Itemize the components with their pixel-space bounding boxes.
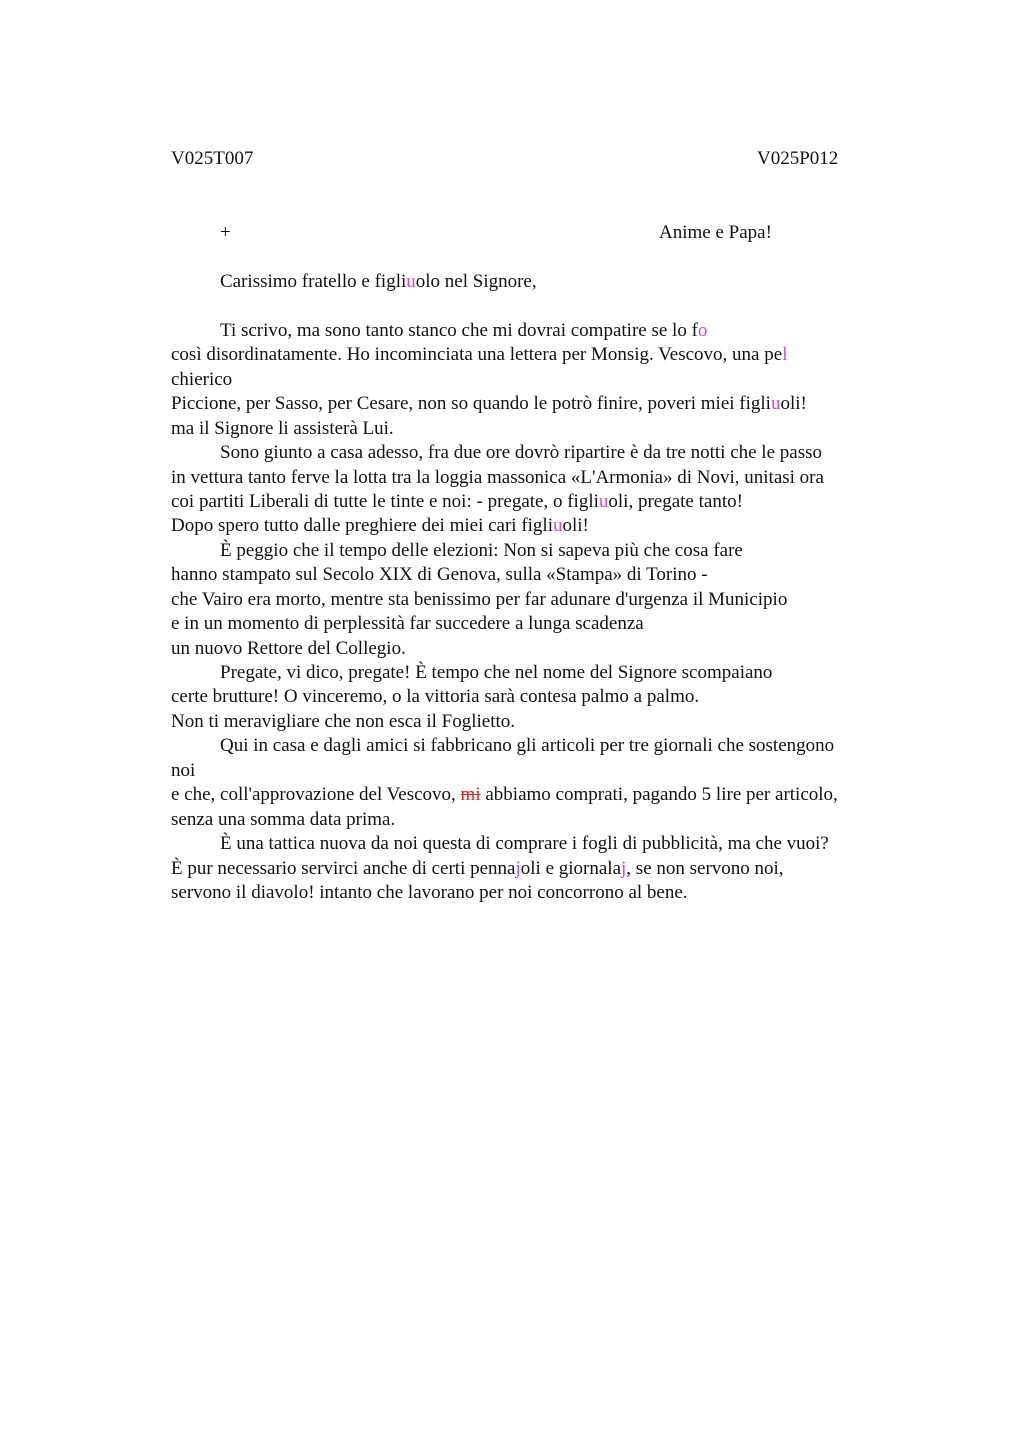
letter-line: coi partiti Liberali di tutte le tinte e noi: - pregate, o figliuoli, pregate tanto!: [171, 490, 743, 512]
correction-mark: l: [782, 344, 788, 366]
cross-mark: +: [220, 222, 231, 243]
deleted-word: mi: [460, 784, 481, 806]
motto: Anime e Papa!: [659, 222, 772, 243]
letter-line: Pregate, vi dico, pregate! È tempo che nel nome del Signore scompaiano: [220, 662, 773, 683]
paragraph-gap: [171, 294, 911, 318]
correction-mark: u: [598, 490, 609, 512]
document-code-right: V025P012: [757, 148, 839, 169]
correction-mark: u: [406, 271, 416, 292]
correction-mark: u: [770, 393, 781, 415]
letter-line: Ti scrivo, ma sono tanto stanco che mi dovrai compatire se lo fo: [220, 319, 708, 341]
letter-line: e in un momento di perplessità far succedere a lunga scadenza: [171, 613, 644, 635]
correction-mark: u: [553, 515, 563, 537]
letter-line: senza una somma data prima.: [171, 808, 396, 830]
letter-line: È una tattica nuova da noi questa di comprare i fogli di pubblicità, ma che vuoi?: [220, 833, 829, 855]
letter-line: così disordinatamente. Ho incominciata una lettera per Monsig. Vescovo, una pel: [171, 344, 788, 366]
letter-line: certe brutture! O vinceremo, o la vittoria sarà contesa palmo a palmo.: [171, 686, 700, 708]
letter-line: Dopo spero tutto dalle preghiere dei miei cari figliuoli!: [171, 515, 589, 537]
correction-mark: o: [697, 319, 708, 341]
letter-line: Non ti meravigliare che non esca il Foglietto.: [171, 710, 516, 732]
letter-line: chierico: [171, 368, 233, 390]
letter-line: È peggio che il tempo delle elezioni: Non si sapeva più che cosa fare: [220, 539, 743, 561]
letter-line: che Vairo era morto, mentre sta benissimo per far adunare d'urgenza il Municipio: [171, 588, 788, 610]
letter-line: ma il Signore li assisterà Lui.: [171, 417, 394, 439]
letter-line: un nuovo Rettore del Collegio.: [171, 637, 406, 659]
letter-line: noi: [171, 759, 196, 781]
letter-line: Piccione, per Sasso, per Cesare, non so quando le potrò finire, poveri miei figliuoli!: [171, 393, 807, 415]
letter-line: e che, coll'approvazione del Vescovo, mi abbiamo comprati, pagando 5 lire per articolo,: [171, 784, 838, 806]
letter-line: servono il diavolo! intanto che lavorano per noi concorrono al bene.: [171, 881, 688, 903]
letter-line: in vettura tanto ferve la lotta tra la loggia massonica «L'Armonia» di Novi, unitasi ora: [171, 466, 824, 488]
letter-line: È pur necessario servirci anche di certi pennajoli e giornalaj, se non servono noi,: [171, 857, 784, 879]
document-code-left: V025T007: [171, 148, 254, 169]
salutation: Carissimo fratello e figliuolo nel Signore,: [220, 271, 537, 292]
correction-mark: j: [621, 857, 627, 879]
letter-line: Sono giunto a casa adesso, fra due ore dovrò ripartire è da tre notti che le passo: [220, 442, 822, 464]
letter-body: [171, 270, 911, 905]
letter-line: hanno stampato sul Secolo XIX di Genova, sulla «Stampa» di Torino -: [171, 564, 708, 586]
letter-line: Qui in casa e dagli amici si fabbricano gli articoli per tre giornali che sostengono: [220, 735, 835, 757]
correction-mark: j: [515, 857, 521, 879]
